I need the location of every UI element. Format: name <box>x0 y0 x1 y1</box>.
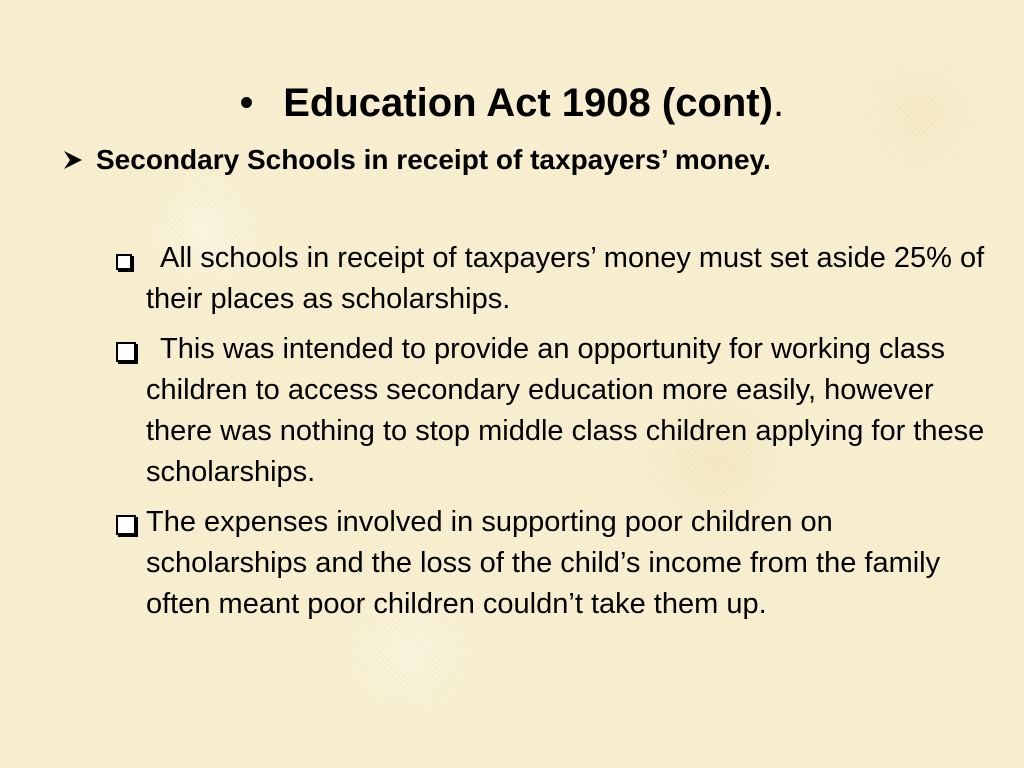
list-item-text: All schools in receipt of taxpayers’ money must set aside 25% of their places as scholarships. <box>146 242 985 315</box>
list-item-text: This was intended to provide an opportunity for working class children to access secondary education more easily, however there was nothing to stop middle class children applying for these scholarships. <box>146 333 985 488</box>
list-item-text: The expenses involved in supporting poor children on scholarships and the loss of the child’s income from the family often meant poor children couldn’t take them up. <box>146 506 941 620</box>
subtitle-text: Secondary Schools in receipt of taxpayers’ money. <box>96 144 771 175</box>
list-item <box>110 329 990 493</box>
slide-title <box>0 78 1024 128</box>
title-bullet-icon: • <box>239 82 254 124</box>
checkbox-bullet-icon <box>116 342 136 362</box>
checkbox-bullet-icon <box>116 254 132 270</box>
title-suffix: . <box>772 81 785 125</box>
arrow-bullet-icon <box>62 149 84 171</box>
subtitle <box>62 140 1002 180</box>
title-text: Education Act 1908 (cont) <box>283 81 773 125</box>
list-item <box>110 238 990 320</box>
bullet-list <box>110 238 990 634</box>
list-item <box>110 502 990 625</box>
checkbox-bullet-icon <box>116 515 136 535</box>
